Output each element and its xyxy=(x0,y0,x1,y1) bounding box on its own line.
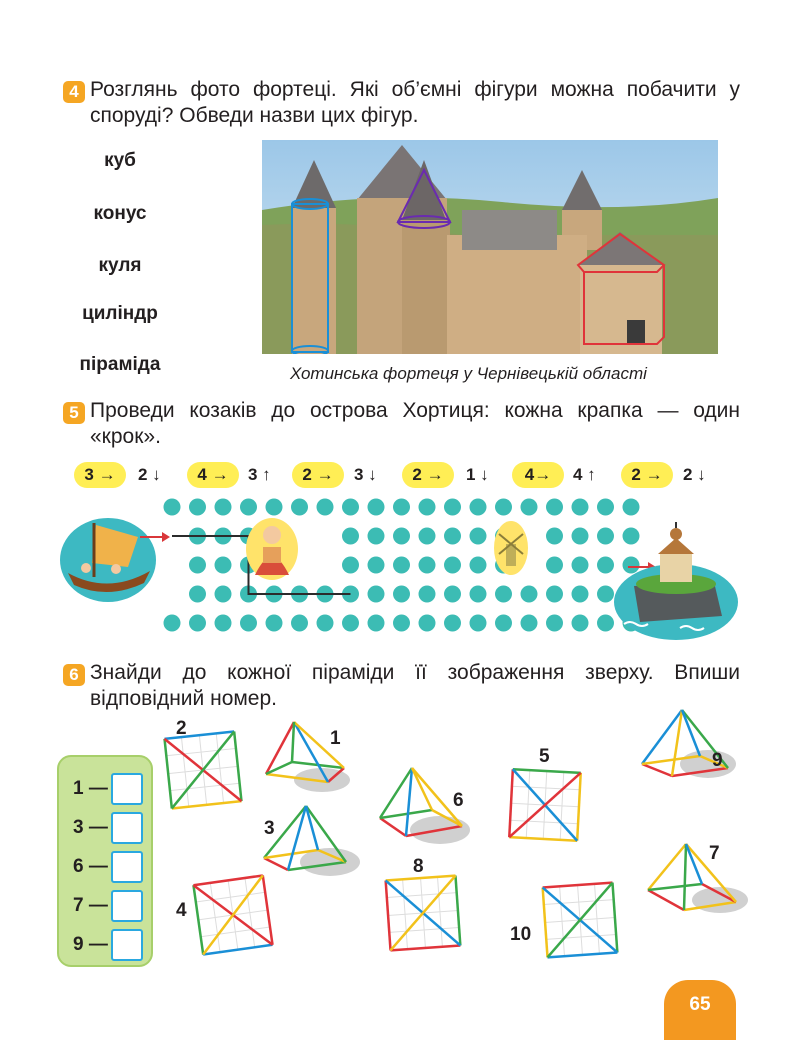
grid-dot[interactable] xyxy=(215,586,232,603)
task-4-badge: 4 xyxy=(63,81,85,103)
answer-input-1[interactable] xyxy=(111,773,143,805)
grid-dot[interactable] xyxy=(470,557,487,574)
grid-dot[interactable] xyxy=(495,499,512,516)
grid-dot[interactable] xyxy=(546,528,563,545)
grid-dot[interactable] xyxy=(317,499,334,516)
grid-dot[interactable] xyxy=(470,528,487,545)
figure-number-2: 2 xyxy=(176,718,187,739)
figure-number-4: 4 xyxy=(176,900,187,921)
grid-dot[interactable] xyxy=(444,528,461,545)
grid-dot[interactable] xyxy=(521,586,538,603)
shape-option-pyramid[interactable]: піраміда xyxy=(79,354,161,375)
answer-panel xyxy=(57,755,153,967)
grid-dot[interactable] xyxy=(623,499,640,516)
grid-dot[interactable] xyxy=(419,615,436,632)
step-instruction-5: 2 → xyxy=(292,462,344,488)
grid-dot[interactable] xyxy=(546,557,563,574)
grid-dot[interactable] xyxy=(164,499,181,516)
answer-label-1: 1 — xyxy=(73,778,108,799)
grid-dot[interactable] xyxy=(521,499,538,516)
step-instruction-6: 3 ↓ xyxy=(354,465,377,484)
task-6-text: Знайди до кожної піраміди її зображення зверху. Впиши відповідний номер. xyxy=(90,661,740,710)
pyramid-9 xyxy=(638,706,738,786)
grid-dot[interactable] xyxy=(368,557,385,574)
grid-dot[interactable] xyxy=(240,499,257,516)
photo-caption: Хотинська фортеця у Чернівецькій області xyxy=(290,364,647,383)
grid-dot[interactable] xyxy=(189,557,206,574)
grid-dot[interactable] xyxy=(291,615,308,632)
grid-dot[interactable] xyxy=(444,586,461,603)
answer-input-6[interactable] xyxy=(111,851,143,883)
grid-dot[interactable] xyxy=(546,499,563,516)
grid-dot[interactable] xyxy=(470,499,487,516)
grid-dot[interactable] xyxy=(215,557,232,574)
step-instruction-2: 2 ↓ xyxy=(138,465,161,484)
grid-dot[interactable] xyxy=(215,615,232,632)
grid-dot[interactable] xyxy=(368,499,385,516)
shape-option-cone[interactable]: конус xyxy=(93,203,147,224)
step-instruction-11: 2 → xyxy=(621,462,673,488)
grid-dot[interactable] xyxy=(444,557,461,574)
task-4-text: Розглянь фото фортеці. Які об’ємні фігури можна побачити у споруді? Обведи назви цих фігур. xyxy=(90,78,740,127)
grid-dot[interactable] xyxy=(419,528,436,545)
answer-input-9[interactable] xyxy=(111,929,143,961)
answer-label-3: 3 — xyxy=(73,817,108,838)
answer-label-9: 9 — xyxy=(73,934,108,955)
grid-dot[interactable] xyxy=(368,615,385,632)
figure-number-7: 7 xyxy=(709,843,720,864)
grid-dot[interactable] xyxy=(342,615,359,632)
shape-option-cylinder[interactable]: циліндр xyxy=(82,303,158,324)
top-view-square-5 xyxy=(505,765,585,845)
answer-label-6: 6 — xyxy=(73,856,108,877)
task-5-text: Проведи козаків до острова Хортиця: кожна крапка — один «крок». xyxy=(90,399,740,448)
dot-grid[interactable] xyxy=(150,495,640,635)
cossack-boat-illustration xyxy=(58,505,158,605)
figure-number-8: 8 xyxy=(413,856,424,877)
step-instruction-12: 2 ↓ xyxy=(683,465,706,484)
grid-dot[interactable] xyxy=(164,615,181,632)
figure-number-10: 10 xyxy=(510,924,532,945)
shape-option-sphere[interactable]: куля xyxy=(98,255,142,276)
grid-dot[interactable] xyxy=(291,499,308,516)
answer-label-7: 7 — xyxy=(73,895,108,916)
grid-dot[interactable] xyxy=(597,499,614,516)
grid-dot[interactable] xyxy=(546,615,563,632)
figure-number-5: 5 xyxy=(539,746,550,767)
pyramid-3 xyxy=(258,802,362,882)
step-instruction-3: 4 → xyxy=(187,462,239,488)
fortress-photo xyxy=(262,140,718,354)
grid-dot[interactable] xyxy=(444,615,461,632)
grid-dot[interactable] xyxy=(521,615,538,632)
windmill-illustration xyxy=(493,520,529,576)
cossack-illustration xyxy=(245,517,299,581)
step-instruction-9: 4→ xyxy=(512,462,564,488)
grid-dot[interactable] xyxy=(215,499,232,516)
grid-dot[interactable] xyxy=(266,615,283,632)
grid-dot[interactable] xyxy=(470,586,487,603)
figure-number-1: 1 xyxy=(330,728,341,749)
grid-dot[interactable] xyxy=(189,499,206,516)
step-instruction-10: 4 ↑ xyxy=(573,465,596,484)
figure-number-3: 3 xyxy=(264,818,275,839)
grid-dot[interactable] xyxy=(189,615,206,632)
grid-dot[interactable] xyxy=(342,499,359,516)
grid-dot[interactable] xyxy=(470,615,487,632)
grid-dot[interactable] xyxy=(393,586,410,603)
step-instruction-8: 1 ↓ xyxy=(466,465,489,484)
grid-dot[interactable] xyxy=(368,528,385,545)
grid-dot[interactable] xyxy=(444,499,461,516)
top-view-square-2 xyxy=(158,725,248,815)
grid-dot[interactable] xyxy=(572,528,589,545)
grid-dot[interactable] xyxy=(393,557,410,574)
grid-dot[interactable] xyxy=(393,528,410,545)
grid-dot[interactable] xyxy=(393,499,410,516)
grid-dot[interactable] xyxy=(342,528,359,545)
khortytsia-island-illustration xyxy=(610,520,738,640)
grid-dot[interactable] xyxy=(189,586,206,603)
grid-dot[interactable] xyxy=(495,586,512,603)
grid-dot[interactable] xyxy=(572,499,589,516)
figure-number-6: 6 xyxy=(453,790,464,811)
step-instruction-1: 3 → xyxy=(74,462,126,488)
grid-dot[interactable] xyxy=(572,586,589,603)
figure-number-9: 9 xyxy=(712,750,723,771)
grid-dot[interactable] xyxy=(419,499,436,516)
answer-input-7[interactable] xyxy=(111,890,143,922)
grid-dot[interactable] xyxy=(419,557,436,574)
answer-input-3[interactable] xyxy=(111,812,143,844)
top-view-square-10 xyxy=(535,875,625,965)
grid-dot[interactable] xyxy=(240,615,257,632)
grid-dot[interactable] xyxy=(317,615,334,632)
step-instruction-4: 3 ↑ xyxy=(248,465,271,484)
grid-dot[interactable] xyxy=(342,557,359,574)
pyramid-7 xyxy=(644,840,750,920)
grid-dot[interactable] xyxy=(368,586,385,603)
grid-dot[interactable] xyxy=(546,586,563,603)
grid-dot[interactable] xyxy=(266,499,283,516)
top-view-square-4 xyxy=(188,870,278,960)
task-5-badge: 5 xyxy=(63,402,85,424)
page-number: 65 xyxy=(664,980,736,1040)
grid-dot[interactable] xyxy=(572,615,589,632)
grid-dot[interactable] xyxy=(419,586,436,603)
step-instruction-7: 2 → xyxy=(402,462,454,488)
task-6-badge: 6 xyxy=(63,664,85,686)
shape-option-cube[interactable]: куб xyxy=(104,150,136,171)
grid-dot[interactable] xyxy=(572,557,589,574)
grid-dot[interactable] xyxy=(393,615,410,632)
top-view-square-8 xyxy=(378,868,468,958)
grid-dot[interactable] xyxy=(495,615,512,632)
